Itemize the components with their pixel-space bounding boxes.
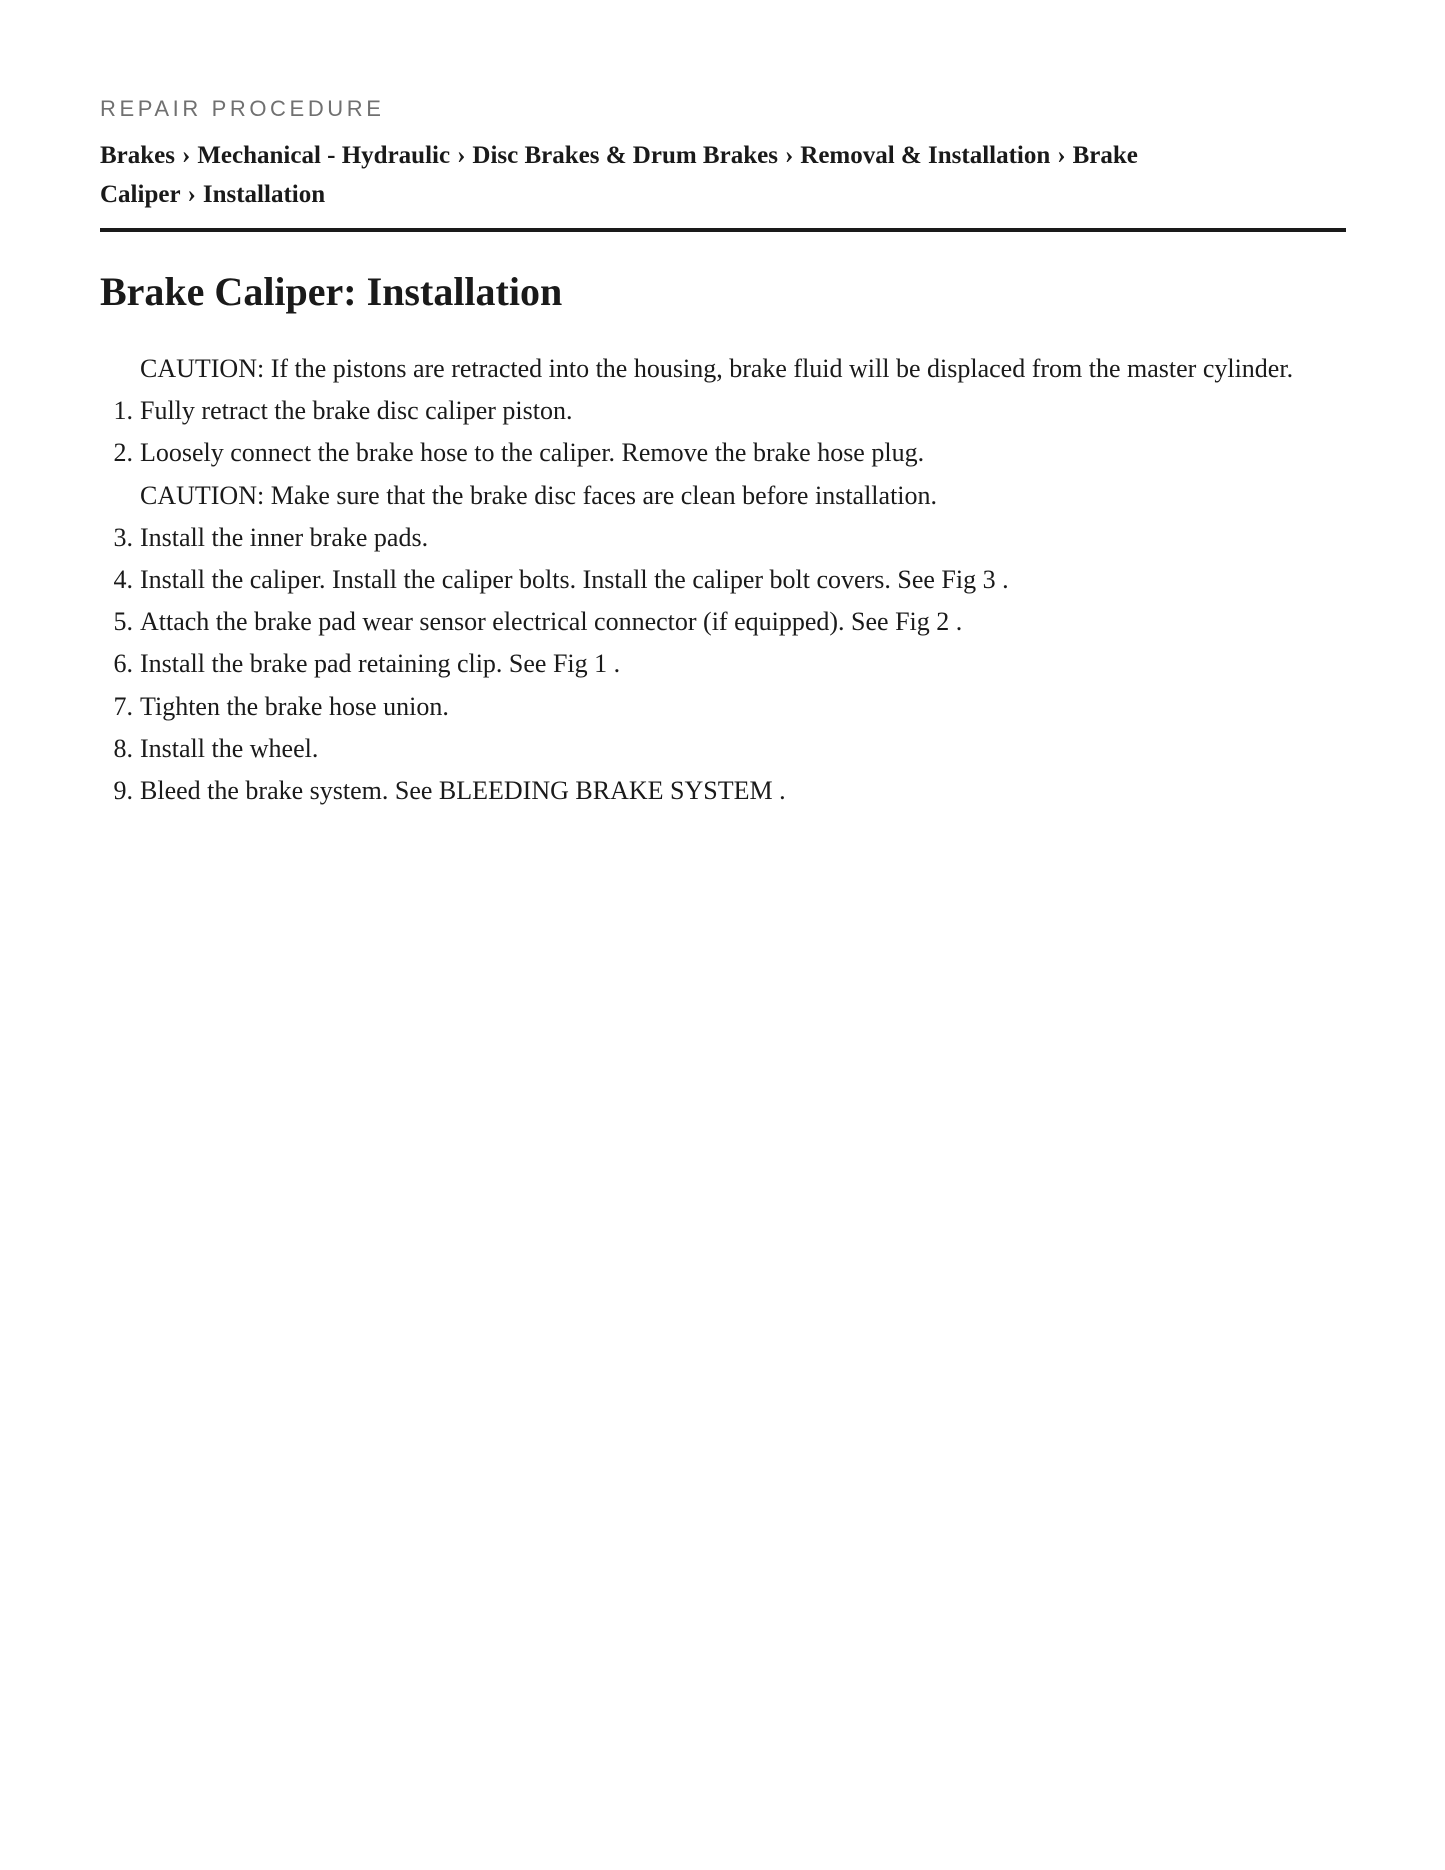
procedure-step (100, 728, 1350, 770)
procedure-step (100, 390, 1350, 432)
breadcrumb-item-disc-drum-brakes[interactable]: Disc Brakes & Drum Brakes (472, 142, 778, 169)
procedure-steps (100, 348, 1350, 812)
step-text: Attach the brake pad wear sensor electrical connector (if equipped). See Fig 2 . (140, 607, 963, 637)
step-text: Fully retract the brake disc caliper piston. (140, 396, 573, 426)
breadcrumb-separator: › (1057, 142, 1066, 169)
step-text: Bleed the brake system. See BLEEDING BRAKE SYSTEM . (140, 775, 786, 805)
step-number: 2. (113, 438, 133, 468)
step-text: Install the inner brake pads. (140, 522, 429, 552)
breadcrumb-separator: › (187, 181, 196, 208)
step-text: Tighten the brake hose union. (140, 691, 449, 721)
step-number: 3. (113, 522, 133, 552)
step-text: Install the wheel. (140, 733, 319, 763)
step-number: 6. (113, 649, 133, 679)
step-number: 9. (113, 775, 133, 805)
procedure-step (100, 770, 1350, 812)
procedure-step (100, 559, 1350, 601)
step-number: 1. (113, 396, 133, 426)
step-text: CAUTION: Make sure that the brake disc faces are clean before installation. (140, 480, 938, 510)
caution-note (100, 348, 1350, 390)
breadcrumb (100, 136, 1346, 214)
step-number: 8. (113, 733, 133, 763)
page-title: Brake Caliper: Installation (100, 269, 563, 314)
step-number: 5. (113, 607, 133, 637)
breadcrumb-item-brake-caliper[interactable]: Brake Caliper (100, 142, 1138, 208)
step-text: CAUTION: If the pistons are retracted into the housing, brake fluid will be displaced from the master cylinder. (140, 354, 1294, 383)
breadcrumb-item-removal-installation[interactable]: Removal & Installation (800, 142, 1051, 169)
section-kicker: REPAIR PROCEDURE (100, 96, 385, 121)
caution-note (100, 475, 1350, 517)
step-number: 7. (113, 691, 133, 721)
header-divider (100, 228, 1346, 232)
breadcrumb-separator: › (784, 142, 794, 169)
breadcrumb-separator: › (182, 142, 191, 169)
procedure-step (100, 686, 1350, 728)
breadcrumb-separator: › (457, 142, 466, 169)
breadcrumb-item-installation[interactable]: Installation (202, 181, 326, 208)
step-text: Loosely connect the brake hose to the caliper. Remove the brake hose plug. (140, 438, 925, 468)
breadcrumb-item-brakes[interactable]: Brakes (100, 142, 175, 169)
breadcrumb-item-mechanical-hydraulic[interactable]: Mechanical - Hydraulic (197, 142, 451, 169)
procedure-step (100, 601, 1350, 643)
procedure-step (100, 517, 1350, 559)
step-text: Install the caliper. Install the caliper bolts. Install the caliper bolt covers. See Fig 3 . (140, 564, 1009, 594)
step-text: Install the brake pad retaining clip. See Fig 1 . (140, 649, 621, 679)
step-number: 4. (113, 564, 133, 594)
procedure-step (100, 643, 1350, 685)
procedure-step (100, 432, 1350, 474)
